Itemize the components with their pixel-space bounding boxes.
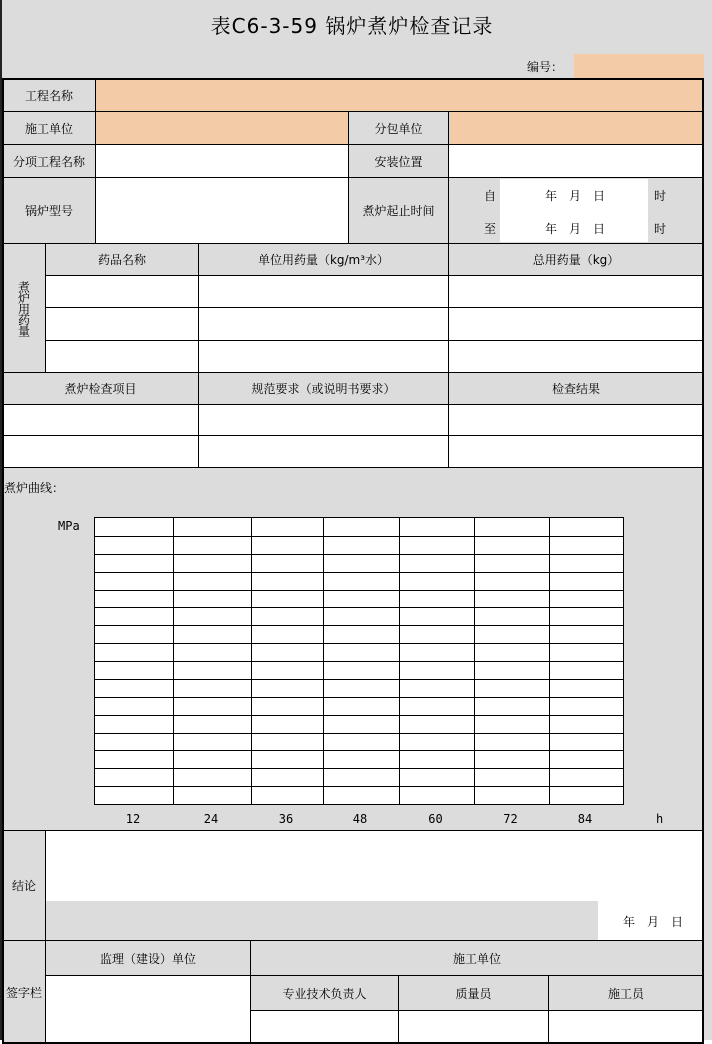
signature-role-quality: 质量员 <box>398 975 549 1011</box>
chemical-row-3-unit[interactable] <box>198 340 449 373</box>
curve-grid-hline <box>95 643 623 644</box>
curve-grid-hline <box>95 733 623 734</box>
curve-grid-hline <box>95 661 623 662</box>
chemical-row-2-total[interactable] <box>448 307 704 341</box>
curve-grid-hline <box>95 715 623 716</box>
chemical-header-name: 药品名称 <box>45 243 199 276</box>
signature-supervisor-field[interactable] <box>45 975 251 1044</box>
chemical-header-total: 总用药量（kg） <box>448 243 704 276</box>
signature-role-tech-lead: 专业技术负责人 <box>250 975 399 1011</box>
chemical-row-1-total[interactable] <box>448 275 704 308</box>
conclusion-date: 年 月 日 <box>622 914 683 929</box>
curve-grid-hline <box>95 697 623 698</box>
sub-project-field[interactable] <box>95 144 349 178</box>
curve-x-tick: 36 <box>278 812 294 826</box>
inspection-row-1-result[interactable] <box>448 404 704 436</box>
signature-supervisor-header: 监理（建设）单位 <box>45 940 251 976</box>
conclusion-label: 结论 <box>2 830 46 941</box>
signature-quality-field[interactable] <box>398 1010 549 1044</box>
left-edge-line <box>0 0 2 1040</box>
boiler-model-label: 锅炉型号 <box>2 177 96 244</box>
time-from-date: 年 月 日 <box>544 188 605 203</box>
curve-y-unit: MPa <box>58 519 80 533</box>
time-to-prefix: 至 <box>483 221 496 236</box>
chemical-header-unit: 单位用药量（kg/m³水） <box>198 243 449 276</box>
curve-grid-hline <box>95 786 623 787</box>
project-name-label: 工程名称 <box>2 78 96 112</box>
number-field[interactable] <box>574 54 704 78</box>
chemical-row-3-name[interactable] <box>45 340 199 373</box>
inspection-row-2-result[interactable] <box>448 435 704 468</box>
signature-label: 签字栏 <box>2 940 46 1044</box>
curve-grid-hline <box>95 750 623 751</box>
curve-grid-hline <box>95 554 623 555</box>
curve-grid-hline <box>95 768 623 769</box>
curve-x-tick: 60 <box>428 812 443 826</box>
curve-x-tick: 24 <box>203 812 219 826</box>
chemical-row-2-name[interactable] <box>45 307 199 341</box>
curve-x-tick: 12 <box>125 812 141 826</box>
signature-construction-header: 施工单位 <box>250 940 704 976</box>
time-to-suffix: 时 <box>653 221 666 236</box>
curve-grid-hline <box>95 572 623 573</box>
curve-grid-hline <box>95 590 623 591</box>
curve-x-tick: 72 <box>503 812 518 826</box>
number-label: 编号： <box>526 59 563 74</box>
construction-unit-label: 施工单位 <box>2 111 96 145</box>
subcontract-unit-field[interactable] <box>448 111 704 145</box>
form-title: 表C6-3-59 锅炉煮炉检查记录 <box>210 13 494 38</box>
inspection-row-1-requirement[interactable] <box>198 404 449 436</box>
project-name-field[interactable] <box>95 78 704 112</box>
chemical-row-1-name[interactable] <box>45 275 199 308</box>
chemical-row-1-unit[interactable] <box>198 275 449 308</box>
curve-x-unit: h <box>656 812 664 826</box>
curve-grid-hline <box>95 679 623 680</box>
chemical-row-3-total[interactable] <box>448 340 704 373</box>
inspection-row-2-requirement[interactable] <box>198 435 449 468</box>
chemical-row-2-unit[interactable] <box>198 307 449 341</box>
boil-time-label: 煮炉起止时间 <box>348 177 449 244</box>
signature-role-constructor: 施工员 <box>548 975 704 1011</box>
inspection-row-2-item[interactable] <box>2 435 199 468</box>
conclusion-shaded-strip <box>46 901 598 940</box>
curve-grid-hline <box>95 607 623 608</box>
boiler-model-field[interactable] <box>95 177 349 244</box>
sub-project-label: 分项工程名称 <box>2 144 96 178</box>
curve-grid[interactable] <box>94 517 624 805</box>
chemical-side-label-cell <box>2 243 46 373</box>
curve-label: 煮炉曲线： <box>4 481 65 495</box>
curve-x-tick: 48 <box>352 812 368 826</box>
curve-grid-hline <box>95 536 623 537</box>
inspection-header-result: 检查结果 <box>448 372 704 405</box>
time-to-date: 年 月 日 <box>544 221 605 236</box>
time-from-prefix: 自 <box>483 188 496 203</box>
time-from-suffix: 时 <box>653 188 666 203</box>
inspection-row-1-item[interactable] <box>2 404 199 436</box>
curve-grid-hline <box>95 625 623 626</box>
signature-tech-lead-field[interactable] <box>250 1010 399 1044</box>
signature-constructor-field[interactable] <box>548 1010 704 1044</box>
construction-unit-field[interactable] <box>95 111 349 145</box>
chemical-side-label: 煮炉用药量 <box>16 280 31 336</box>
curve-x-tick: 84 <box>577 812 593 826</box>
inspection-header-requirement: 规范要求（或说明书要求） <box>198 372 449 405</box>
install-location-field[interactable] <box>448 144 704 178</box>
inspection-header-item: 煮炉检查项目 <box>2 372 199 405</box>
subcontract-unit-label: 分包单位 <box>348 111 449 145</box>
install-location-label: 安装位置 <box>348 144 449 178</box>
